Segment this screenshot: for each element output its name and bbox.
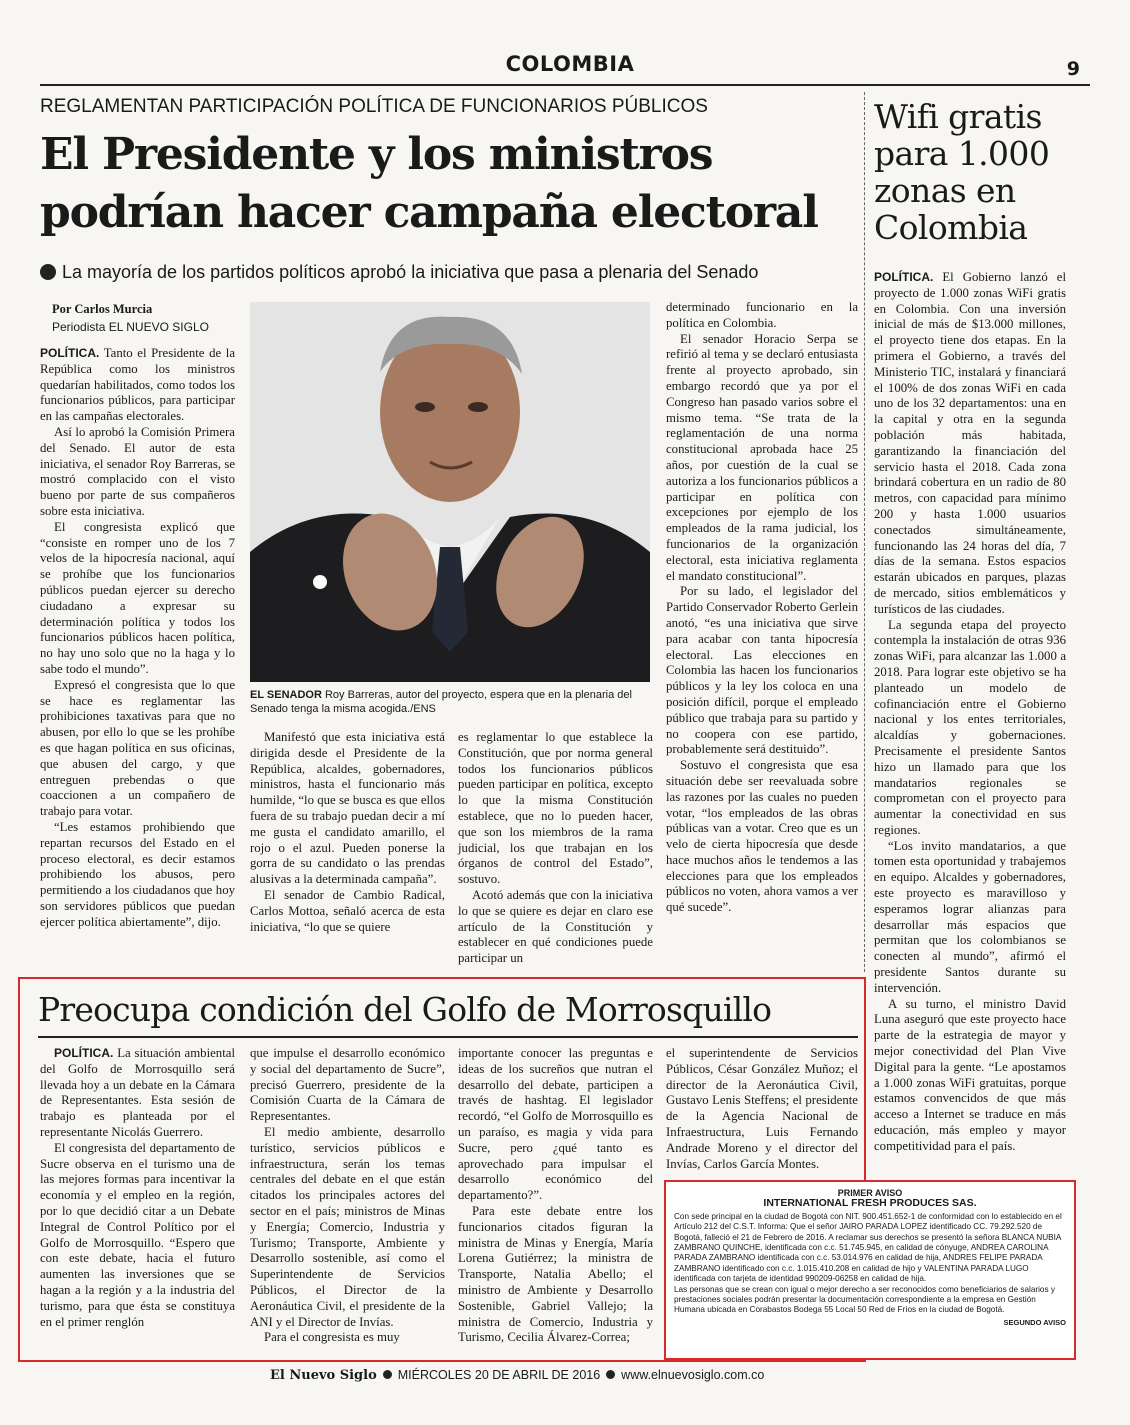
column-divider bbox=[864, 92, 865, 972]
byline: Por Carlos Murcia bbox=[52, 302, 153, 316]
legal-notice bbox=[664, 1180, 1076, 1360]
section-tag: POLÍTICA. bbox=[874, 270, 934, 284]
paragraph: Por su lado, el legislador del Partido Conservador Roberto Gerlein anotó, “es una iniciativa que sirve para acabar con tanta hipocresía electoral. Las elecciones en Colombia las hacen los funcionarios públicos y la ley los coloca en una posición difícil, porque el empleado público que trabaja para su partido y no coopera con ese partido, probablemente será destituido”. bbox=[666, 584, 858, 757]
paragraph: Sostuvo el congresista que esa situación debe ser reevaluada sobre las razones por las cuales no pueden votar, “los empleados de las obras públicas van a votar. Creo que es un velo de cierta hipocresía que desde hace muchos años le tendemos a las elecciones para que los empleados públicos no voten, ahora vamos a ver qué sucede”. bbox=[666, 758, 858, 915]
section-title: COLOMBIA bbox=[505, 52, 635, 76]
summary-text: La mayoría de los partidos políticos aprobó la iniciativa que pasa a plenaria del Senado bbox=[62, 262, 759, 282]
paragraph: El senador Horacio Serpa se refirió al tema y se declaró entusiasta frente al proyecto aprobado, sin embargo recordó que ya por el Congreso han pasado varios sobre el mismo tema. “Se trata de la reglamentación de una norma constitucional aprobada hace 25 años, por cuestión de la cual se autoriza a los funcionarios públicos a participar en política con excepciones por ejemplo de los empleados de la rama judicial, los funcionarios de la organización electoral, esta iniciativa reglamenta el mandato constitucional”. bbox=[666, 331, 858, 583]
article-headline: El Presidente y los ministros podrían hacer campaña electoral bbox=[40, 129, 818, 238]
box-column-3 bbox=[458, 1046, 653, 1346]
side-article-headline: Wifi gratis para 1.000 zonas en Colombia bbox=[874, 97, 1050, 247]
notice-footer: SEGUNDO AVISO bbox=[1003, 1317, 1066, 1327]
paragraph: Manifestó que esta iniciativa está dirigida desde el Presidente de la República, alcaldes, gobernadores, ministros, hasta el funcionario más humilde, “lo que se busca es que ellos fuera de su trabajo puedan decir a mí me gusta el candidato amarillo, el rojo o el azul. Pueden ponerse la gorra de su candidato o las prendas alusivas a la determinada campaña”. bbox=[250, 730, 445, 887]
caption-text: Roy Barreras, autor del proyecto, espera que en la plenaria del Senado tenga la misma acogida./ENS bbox=[250, 689, 632, 715]
page-footer bbox=[270, 1368, 910, 1383]
paragraph: La segunda etapa del proyecto contempla la instalación de otras 936 zonas WiFi, para alcanzar las 1.000 a 2018. Para lograr este objetivo se ha planteado un modelo de cofinanciación entre el Gobierno nacional y los entes territoriales, alcaldías y gobernaciones. Precisamente el presidente Santos hizo un llamado para que los mandatarios regionales se comprometan con el proyecto para aumentar la conectividad en sus regiones. bbox=[874, 617, 1066, 837]
bullet-icon bbox=[606, 1370, 615, 1379]
photo-caption bbox=[250, 688, 650, 716]
paragraph bbox=[40, 346, 235, 425]
box-column-1 bbox=[40, 1046, 235, 1330]
footer-url: www.elnuevosiglo.com.co bbox=[621, 1368, 765, 1382]
box-column-2 bbox=[250, 1046, 445, 1346]
byline-role: Periodista EL NUEVO SIGLO bbox=[52, 320, 209, 334]
notice-company: INTERNATIONAL FRESH PRODUCES SAS. bbox=[763, 1197, 977, 1210]
paragraph: importante conocer las preguntas e ideas de los sucreños que nutran el desarrollo del debate, participen a través de hashtag. El legislador recordó, “el Golfo de Morrosquillo es un paraíso, es magia y vida para Sucre, pero ¿qué tanto es aprovechado para impulsar el desarrollo económico del departamento?”. bbox=[458, 1046, 653, 1203]
newspaper-brand: El Nuevo Siglo bbox=[270, 1368, 377, 1383]
article-column-1 bbox=[40, 346, 235, 930]
paragraph: El medio ambiente, desarrollo turístico, servicios públicos e infraestructura, serán los temas centrales del debate en el que están citados los principales actores del sector en el país; ministros de Minas y Energía; Comercio, Industria y Turismo; Transporte, Ambiente y Desarrollo sostenible, así como el Superintendente de Servicios Públicos, el Director de la Aeronáutica Civil, el presidente de la ANI y el Director de Invías. bbox=[250, 1124, 445, 1329]
paragraph-text: La situación ambiental del Golfo de Morrosquillo será llevada hoy a un debate en la Cámara de Representantes. Esta sesión de trabajo es planteada por el representante Nicolás Guerrero. bbox=[40, 1046, 236, 1139]
page-number: 9 bbox=[1066, 58, 1080, 80]
paragraph: Así lo aprobó la Comisión Primera del Senado. El autor de esta iniciativa, el senador Roy Barreras, se mostró complacido con el visto bueno por parte de sus compañeros sobre esta iniciativa. bbox=[40, 424, 235, 518]
paragraph: Expresó el congresista que lo que se hace es reglamentar las prohibiciones taxativas para que no abusen, por ello lo que se les prohíbe es que hagan política en sus oficinas, que abusen del cargo, y que entreguen prebendas o que coaccionen a un compañero de trabajo para votar. bbox=[40, 677, 235, 819]
paragraph: “Les estamos prohibiendo que repartan recursos del Estado en el proceso electoral, es decir estamos prohibiendo los abusos, pero permitiendo a los ciudadanos que hoy son servidores públicos que puedan ejercer política abiertamente”, dijo. bbox=[40, 819, 235, 929]
article-column-2 bbox=[250, 730, 445, 935]
paragraph: Para este debate entre los funcionarios citados figuran la ministra de Minas y Energía, María Lorena Gutiérrez; la ministra de Transporte, Natalia Abello; el ministro de Ambiente y Desarrollo Sostenible, Gabriel Vallejo; la ministra de Comercio, Industria y Turismo, Cecilia Álvarez-Correa; bbox=[458, 1203, 653, 1345]
paragraph: Para el congresista es muy bbox=[264, 1330, 400, 1345]
paragraph-text: El Gobierno lanzó el proyecto de 1.000 zonas WiFi gratis en Colombia. Con una inversión inicial de más de $13.000 millones, el proyecto tiene dos etapas. En la primera el Gobierno, a través del Ministerio TIC, instalará y financiará el 100% de dos zonas WiFi en cada uno de los 32 departamentos: una en la capital y otra en la segunda población más habitada, garantizando la financiación del servicio hasta el 2018. Cada zona brindará cobertura en un radio de 80 metros, con capacidad para mínimo 200 y hasta 1.000 usuarios conectados simultáneamente, funcionando las 24 horas del día, 7 días de la semana. Estos espacios estarán ubicados en parques, plazas de mercado, sitios emblemáticos y turísticos de las ciudades. bbox=[874, 270, 1066, 616]
section-tag: POLÍTICA. bbox=[54, 1046, 114, 1060]
paragraph bbox=[874, 270, 1066, 618]
paragraph: el superintendente de Servicios Públicos, César González Muñoz; el director de la Aeronáutica Civil, Gustavo Lenis Steffens; el presidente de la Agencia Nacional de Infraestructura, Luis Fernando Andrade Moreno y el director del Invías, Carlos García Montes. bbox=[666, 1046, 858, 1171]
notice-heading: PRIMER AVISO bbox=[837, 1188, 903, 1198]
paragraph bbox=[40, 1046, 235, 1141]
article-kicker: REGLAMENTAN PARTICIPACIÓN POLÍTICA DE FUNCIONARIOS PÚBLICOS bbox=[40, 96, 708, 117]
paragraph: que impulse el desarrollo económico y social del departamento de Sucre”, precisó Guerrero, presidente de la Comisión Cuarta de la Cámara de Representantes. bbox=[250, 1046, 445, 1124]
footer-date: MIÉRCOLES 20 DE ABRIL DE 2016 bbox=[397, 1368, 601, 1382]
paragraph: “Los invito mandatarios, a que tomen esta oportunidad y trabajemos en equipo. Alcaldes y gobernadores, este proyecto es maravilloso y esperamos lograr alianzas para desarrollar más espacios que permitan que los colombianos se conecten al mundo”, afirmó el presidente Santos durante su intervención. bbox=[874, 838, 1066, 995]
box-column-4 bbox=[666, 1046, 858, 1172]
paragraph: Acotó además que con la iniciativa lo que se quiere es dejar en claro ese artículo de la Constitución y establecer en qué condiciones puede participar un bbox=[458, 887, 653, 966]
box-article-headline: Preocupa condición del Golfo de Morrosquillo bbox=[38, 990, 772, 1029]
article-column-3 bbox=[458, 730, 653, 967]
senator-photo-illustration bbox=[250, 302, 650, 682]
paragraph: A su turno, el ministro David Luna aseguró que este proyecto hace parte de la estrategia de mayor y mejor conectividad del Plan Vive Digital para la gente. “Le apostamos a 1.000 zonas WiFi gratuitas, porque estamos convencidos de que más acceso a Internet se traduce en más educación, más empleo y mayor competitividad para el país. bbox=[874, 996, 1066, 1153]
paragraph: es reglamentar lo que establece la Constitución, que por norma general todos los funcionarios públicos pueden participar en política, excepto lo que la misma Constitución establece, que no lo pueden hacer, que son los miembros de la rama judicial, los que trabajan en los órganos de control del Estado”, sostuvo. bbox=[458, 730, 653, 887]
section-tag: POLÍTICA. bbox=[40, 346, 100, 360]
notice-body: Con sede principal en la ciudad de Bogotá con NIT. 900.451.652-1 de conformidad con lo establecido en el Artículo 212 del C.S.T. Informa: Que el señor JAIRO PARADA LOPEZ identificado CC. 79.292.520 de Bogotá, falleció el 21 de Febrero de 2016. A reclamar sus derechos se presentó la señora BLANCA NUBIA ZAMBRANO QUINCHE, identificada con c.c. 51.745.945, en calidad de cónyuge, ANDREA CAROLINA PARADA ZAMBRANO identificada con c.c. 53.014.976 en calidad de hija, ANDRES FELIPE PARADA ZAMBRANO identificado con c.c. 1.015.410.208 en calidad de hijo y VALENTINA PARADA LUGO identificada con tarjeta de identidad 990209-06258 en calidad de hija. bbox=[674, 1211, 1062, 1284]
side-article-body bbox=[874, 270, 1066, 1155]
paragraph-text: Tanto el Presidente de la República como los ministros quedarían habilitados, como todos los funcionarios públicos, para participar en las campañas electorales. bbox=[40, 346, 236, 424]
bullet-icon bbox=[40, 264, 56, 280]
paragraph: El senador de Cambio Radical, Carlos Mottoa, señaló acerca de esta iniciativa, “lo que se quiere bbox=[250, 887, 445, 934]
notice-body-2: Las personas que se crean con igual o mejor derecho a ser reconocidos como beneficiarios de salarios y prestaciones sociales podrán presentar la documentación correspondiente a la empresa en Gestión Humana ubicada en Corabastos Bodega 55 Local 50 Red de Fríos en la ciudad de Bogotá. bbox=[674, 1284, 1055, 1315]
caption-tag: EL SENADOR bbox=[250, 689, 322, 701]
header-rule bbox=[40, 84, 1090, 86]
bullet-icon bbox=[383, 1370, 392, 1379]
paragraph: El congresista del departamento de Sucre observa en el turismo una de las mejores formas para incentivar la economía y el empleo en la región, por lo que decidió citar a un Debate Integral de Control Político por el Golfo de Morrosquillo. “Espero que con este debate, hacia el futuro aumenten las inversiones que se hagan a la región y a la industria del turismo, para que ésta se constituya en el primer renglón bbox=[40, 1140, 235, 1329]
box-title-rule bbox=[38, 1036, 858, 1038]
paragraph: determinado funcionario en la política en Colombia. bbox=[666, 300, 858, 330]
article-summary bbox=[40, 262, 860, 283]
senator-photo bbox=[250, 302, 650, 682]
article-column-4 bbox=[666, 300, 858, 916]
paragraph: El congresista explicó que “consiste en romper uno de los 7 velos de la hipocresía nacional, aquí se prohíbe que los funcionarios públicos puedan ejercer su derecho ciudadano a expresar su determinación política y todos los funcionarios públicos hacen política, no hay uno solo que no la haga y lo sabe todo el mundo”. bbox=[40, 519, 235, 676]
